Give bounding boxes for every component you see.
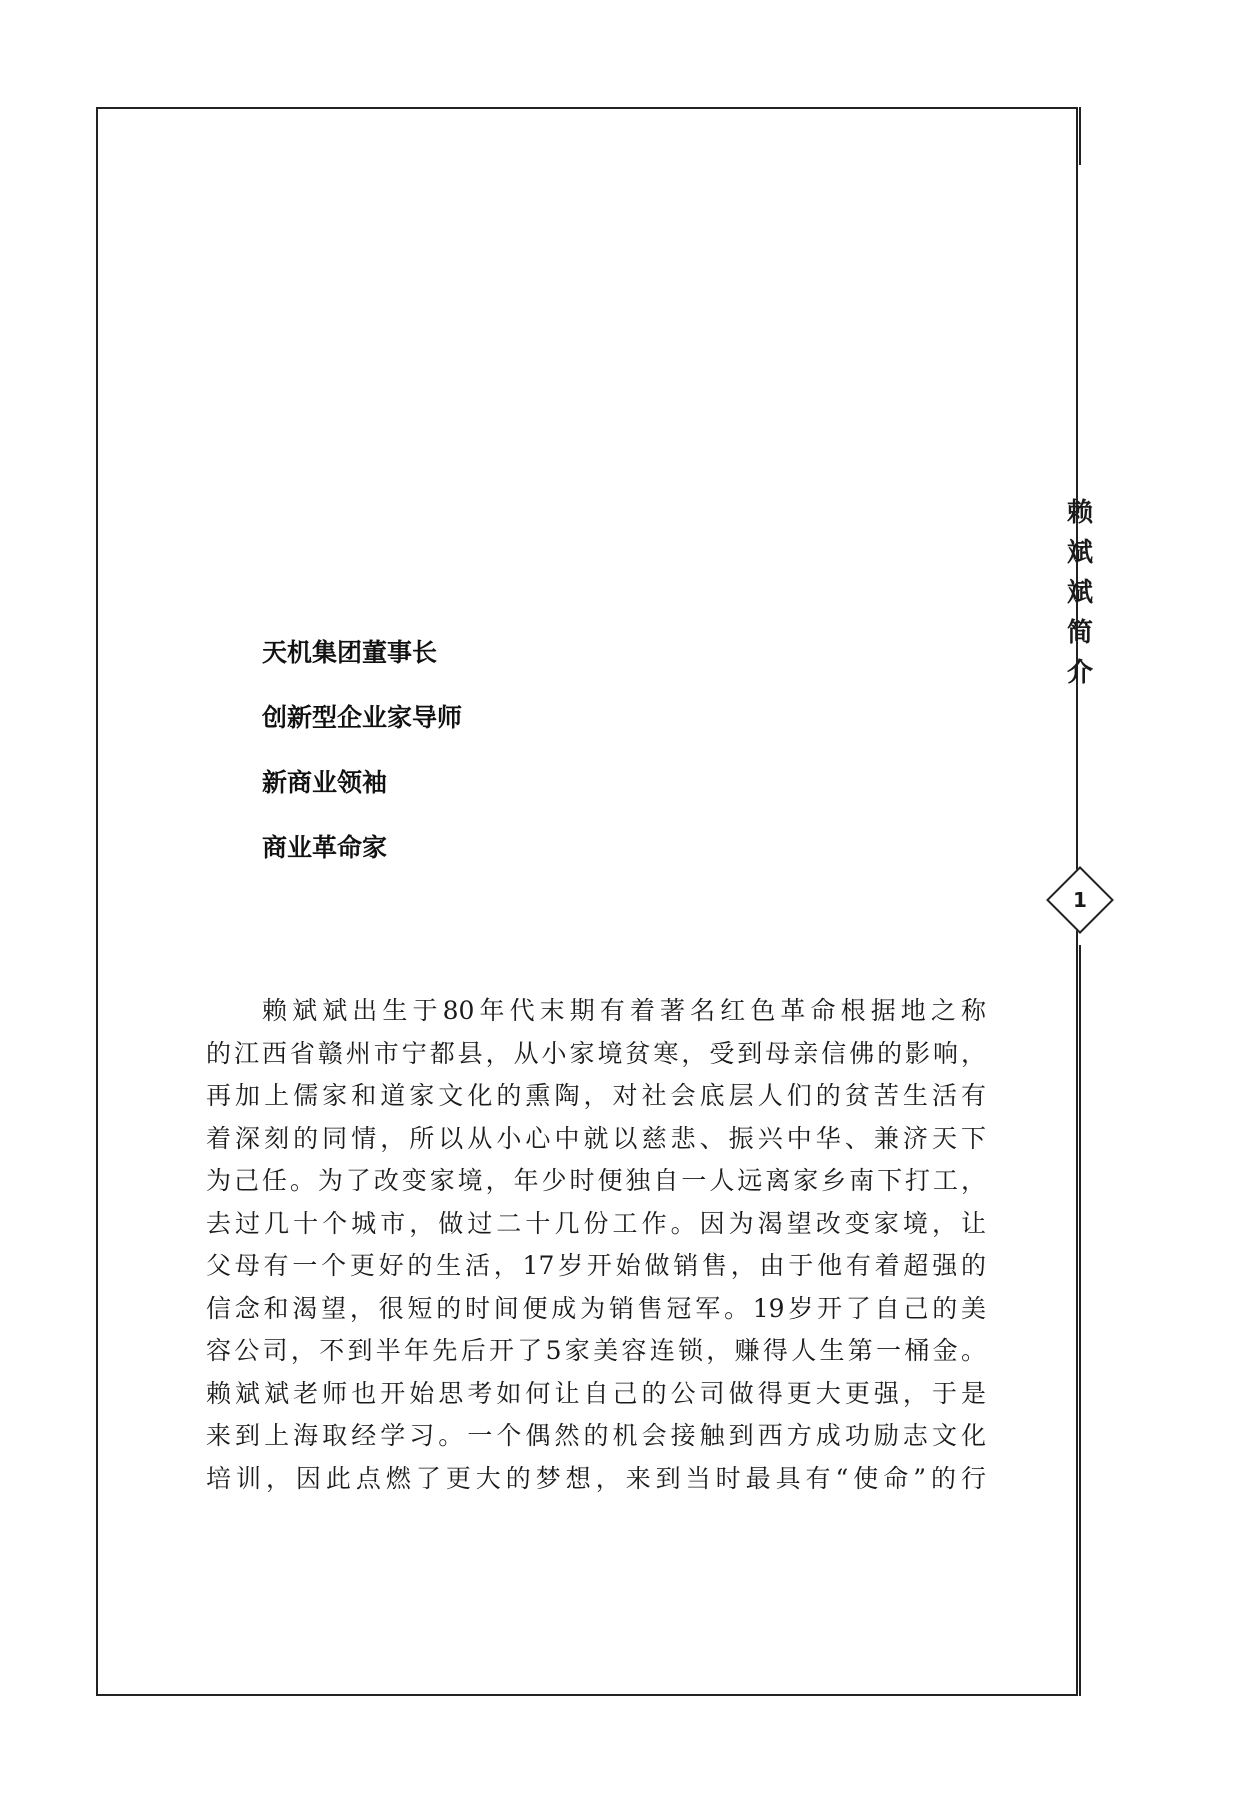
paragraph-line: 培训，因此点燃了更大的梦想，来到当时最具有“使命”的行	[206, 1463, 986, 1493]
paragraph-line: 去过几十个城市，做过二十几份工作。因为渴望改变家境，让	[206, 1208, 986, 1238]
title-line: 商业革命家	[262, 833, 388, 862]
paragraph-line: 来到上海取经学习。一个偶然的机会接触到西方成功励志文化	[206, 1421, 986, 1450]
side-rule-top	[1079, 107, 1081, 165]
paragraph-line: 赖斌斌出生于80年代末期有着著名红色革命根据地之称	[262, 996, 986, 1025]
title-line: 创新型企业家导师	[262, 703, 463, 732]
paragraph-line: 容公司，不到半年先后开了5家美容连锁，赚得人生第一桶金。	[206, 1336, 986, 1365]
side-rule-bottom	[1079, 945, 1081, 1696]
paragraph-line: 的江西省赣州市宁都县，从小家境贫寒，受到母亲信佛的影响，	[206, 1038, 986, 1068]
paragraph-line: 赖斌斌老师也开始思考如何让自己的公司做得更大更强，于是	[206, 1378, 986, 1408]
honorific-titles	[262, 636, 462, 896]
page-number-badge	[1046, 866, 1114, 934]
biography-paragraph	[206, 990, 986, 1500]
chapter-title-char: 简	[1066, 618, 1093, 648]
paragraph-line: 父母有一个更好的生活，17岁开始做销售，由于他有着超强的	[206, 1251, 986, 1280]
chapter-title-char: 赖	[1066, 498, 1093, 528]
paragraph-line: 信念和渴望，很短的时间便成为销售冠军。19岁开了自己的美	[206, 1293, 986, 1323]
chapter-title-char: 斌	[1066, 538, 1093, 568]
chapter-title-char: 介	[1066, 658, 1093, 688]
paragraph-line: 着深刻的同情，所以从小心中就以慈悲、振兴中华、兼济天下	[206, 1123, 986, 1153]
page-number: 1	[1073, 888, 1087, 912]
paragraph-line: 再加上儒家和道家文化的熏陶，对社会底层人们的贫苦生活有	[206, 1081, 986, 1110]
paragraph-line: 为己任。为了改变家境，年少时便独自一人远离家乡南下打工，	[206, 1166, 986, 1195]
chapter-title-char: 斌	[1066, 578, 1093, 608]
title-line: 新商业领袖	[262, 768, 388, 797]
title-line: 天机集团董事长	[262, 638, 438, 667]
chapter-title-vertical	[1056, 500, 1104, 700]
